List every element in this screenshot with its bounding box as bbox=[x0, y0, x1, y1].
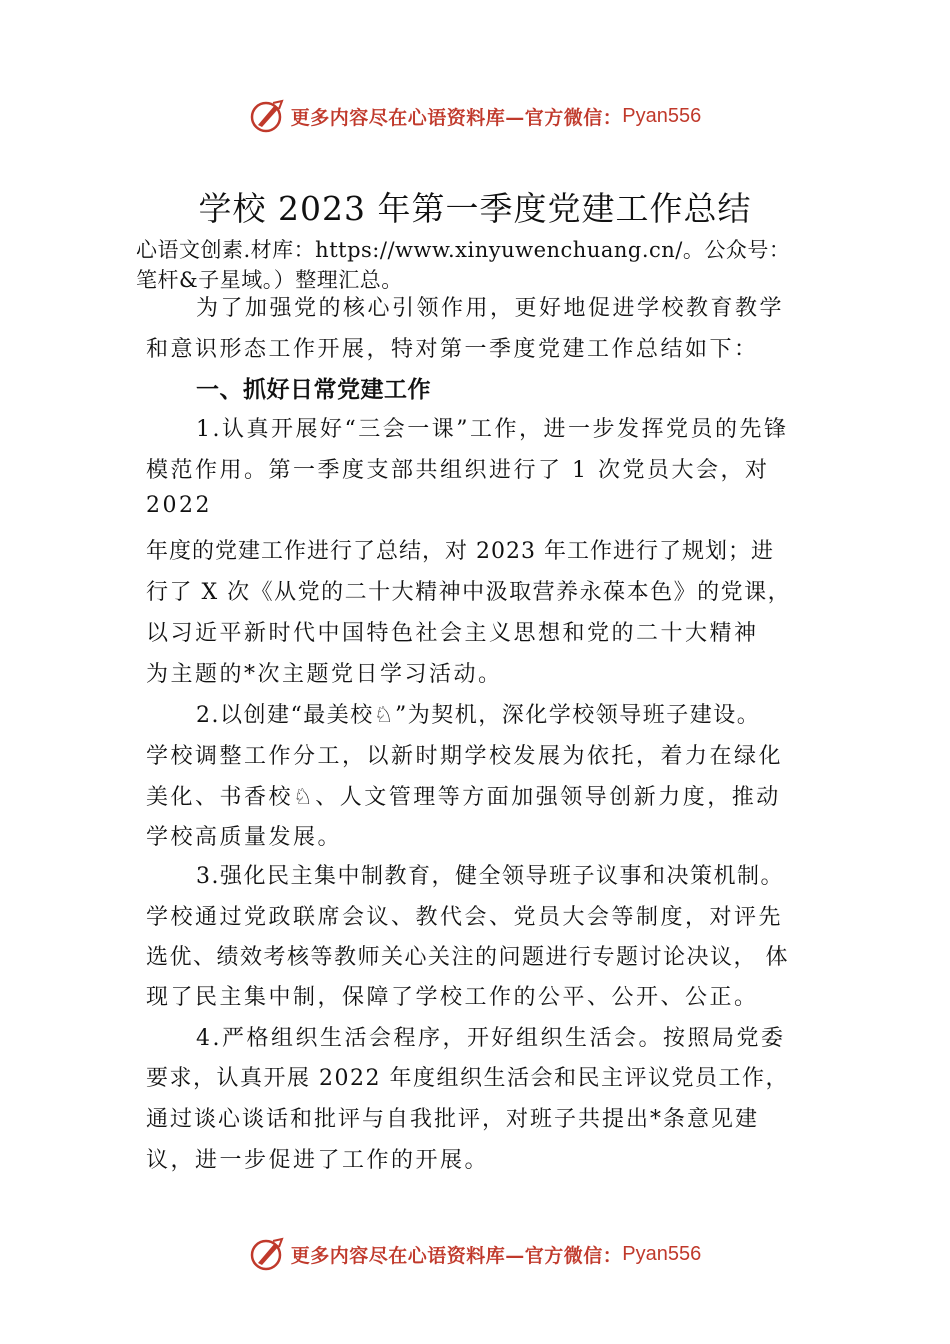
body-line: 和意识形态工作开展，特对第一季度党建工作总结如下： bbox=[146, 337, 759, 362]
body-line: 学校调整工作分工，以新时期学校发展为依托，着力在绿化 bbox=[146, 744, 784, 769]
body-line: 要求，认真开展 2022 年度组织生活会和民主评议党员工作， bbox=[146, 1066, 789, 1091]
banner-text: 更多内容尽在心语资料库—官方微信： bbox=[290, 1244, 623, 1267]
quill-logo-icon bbox=[249, 98, 285, 134]
body-line: 3.强化民主集中制教育，健全领导班子议事和决策机制。 bbox=[196, 864, 784, 889]
body-line: 1.认真开展好“三会一课”工作，进一步发挥党员的先锋 bbox=[196, 417, 789, 442]
banner-wechat-id: Pyan556 bbox=[622, 104, 702, 127]
body-line: 议，进一步促进了工作的开展。 bbox=[146, 1148, 490, 1173]
body-line: 模范作用。第一季度支部共组织进行了 1 次党员大会，对 bbox=[146, 458, 770, 483]
source-line: 心语文创素.材库：https://www.xinyuwenchuang.cn/。公众号： bbox=[136, 238, 791, 262]
document-title: 学校 2023 年第一季度党建工作总结 bbox=[198, 189, 752, 228]
body-line: 2.以创建“最美校♘”为契机，深化学校领导班子建设。 bbox=[196, 703, 761, 728]
body-line: 学校通过党政联席会议、教代会、党员大会等制度，对评先 bbox=[146, 905, 784, 930]
body-line: 以习近平新时代中国特色社会主义思想和党的二十大精神 bbox=[146, 621, 759, 646]
body-line: 行了 X 次《从党的二十大精神中汲取营养永葆本色》的党课， bbox=[146, 580, 792, 605]
source-line: 笔杆&子星域。）整理汇总。 bbox=[136, 268, 403, 292]
quill-logo-icon bbox=[249, 1236, 285, 1272]
body-line: 年度的党建工作进行了总结，对 2023 年工作进行了规划；进 bbox=[146, 539, 774, 564]
footer-banner bbox=[0, 1234, 950, 1274]
body-line: 4.严格组织生活会程序，开好组织生活会。按照局党委 bbox=[196, 1026, 786, 1051]
section-heading: 一、抓好日常党建工作 bbox=[196, 377, 431, 403]
body-line: 通过谈心谈话和批评与自我批评，对班子共提出*条意见建 bbox=[146, 1107, 760, 1132]
body-line: 美化、书香校♘、人文管理等方面加强领导创新力度，推动 bbox=[146, 785, 781, 810]
header-banner bbox=[0, 96, 950, 136]
body-line: 现了民主集中制，保障了学校工作的公平、公开、公正。 bbox=[146, 985, 759, 1010]
body-line: 2022 bbox=[146, 493, 212, 518]
body-line: 为了加强党的核心引领作用，更好地促进学校教育教学 bbox=[196, 296, 785, 321]
body-line: 选优、绩效考核等教师关心关注的问题进行专题讨论决议， 体 bbox=[146, 945, 789, 970]
body-line: 为主题的*次主题党日学习活动。 bbox=[146, 662, 503, 687]
banner-text: 更多内容尽在心语资料库—官方微信： bbox=[290, 106, 623, 129]
banner-wechat-id: Pyan556 bbox=[622, 1242, 702, 1265]
body-line: 学校高质量发展。 bbox=[146, 825, 343, 850]
